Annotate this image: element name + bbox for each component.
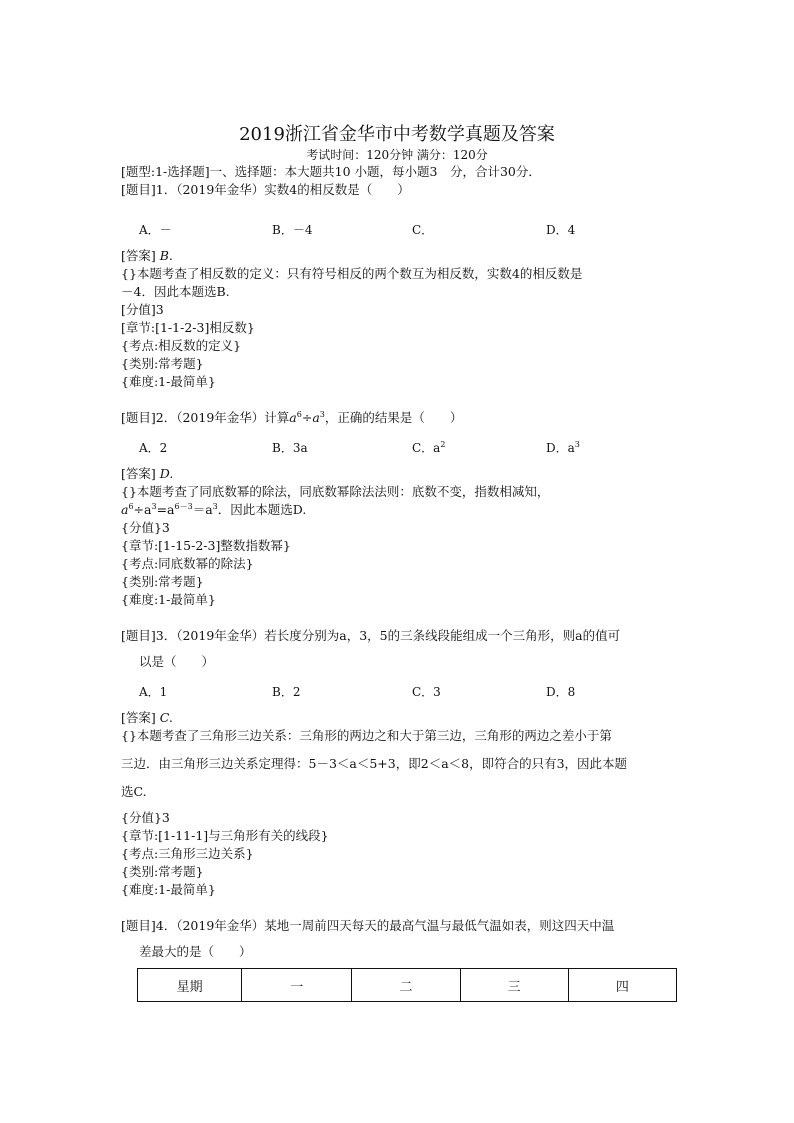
q3-explain-1: {}本题考查了三角形三边关系：三角形的两边之和大于第三边，三角形的两边之差小于第 (121, 728, 612, 743)
q3-explain-2: 三边．由三角形三边关系定理得：5－3＜a＜5+3，即2＜a＜8，即符合的只有3，因此本题 (121, 756, 628, 771)
table-header-row (138, 969, 677, 1002)
q2-option-d (546, 440, 580, 456)
q1-stem: [题目]1．（2019年金华）实数4的相反数是（ ） (121, 182, 410, 197)
q2-expr-base-a: a (289, 410, 297, 425)
q2-option-d-exp: 3 (574, 440, 580, 449)
q3-chapter: {章节:[1-11-1]与三角形有关的线段} (121, 828, 329, 843)
q3-stem-2: 以是（ ） (139, 654, 215, 669)
q2-answer-prefix: [答案] (121, 466, 156, 481)
q2-option-a: A．2 (139, 441, 168, 455)
exam-info: 考试时间：120分钟 满分：120分 (306, 148, 488, 162)
page-title: 2019浙江省金华市中考数学真题及答案 (239, 124, 555, 145)
q2-explain-1: {}本题考查了同底数幂的除法，同底数幂除法法则：底数不变，指数相减知， (121, 484, 550, 499)
q2-chapter: {章节:[1-15-2-3]整数指数幂} (121, 538, 291, 553)
q2-explain2-mid-1: ÷a (133, 502, 152, 517)
q1-option-a: A．－ (139, 223, 172, 237)
q4-stem-2: 差最大的是（ ） (139, 944, 252, 959)
q1-explain-2: －4．因此本题选B. (121, 284, 230, 299)
q3-answer-prefix: [答案] (121, 710, 156, 725)
q2-explain2-mid-3: ＝a (192, 502, 213, 517)
q3-option-b: B．2 (272, 685, 301, 699)
q1-difficulty: {难度:1-最简单} (121, 374, 216, 389)
q2-explain2-pre: a (121, 502, 129, 517)
table-header-cell: 四 (568, 969, 676, 1002)
q2-option-c-exp: 2 (440, 440, 446, 449)
q1-answer (121, 248, 173, 264)
q1-score: [分值]3 (121, 302, 164, 317)
q3-option-d: D．8 (546, 685, 576, 699)
q2-explain2-post: ．因此本题选D. (217, 502, 307, 517)
q2-explain-2 (121, 502, 306, 518)
temperature-table (137, 968, 677, 1002)
q3-option-a: A．1 (139, 685, 168, 699)
table-header-cell: 三 (460, 969, 568, 1002)
q1-option-c: C． (412, 223, 434, 237)
q4-stem-1: [题目]4．（2019年金华）某地一周前四天每天的最高气温与最低气温如表，则这四天中温 (121, 918, 615, 933)
q3-difficulty: {难度:1-最简单} (121, 882, 216, 897)
table-header-cell: 一 (242, 969, 352, 1002)
q1-point: {考点:相反数的定义} (121, 338, 242, 353)
q2-category: {类别:常考题} (121, 574, 204, 589)
q1-category: {类别:常考题} (121, 356, 204, 371)
q1-answer-value: B. (159, 248, 173, 263)
q2-difficulty: {难度:1-最简单} (121, 592, 216, 607)
q2-explain2-exp-2: 3 (151, 501, 157, 511)
q2-stem-post: ，正确的结果是（ ） (324, 410, 463, 425)
q3-point: {考点:三角形三边关系} (121, 846, 254, 861)
q3-score: {分值}3 (121, 810, 170, 825)
q2-option-c-text: C．a (412, 441, 441, 455)
q2-expr-exp-1: 6 (296, 409, 302, 419)
q2-explain2-exp-3: 6－3 (174, 501, 193, 511)
q3-explain-3: 选C. (121, 784, 147, 799)
table-header-cell: 星期 (138, 969, 242, 1002)
q2-answer-value: D. (159, 466, 174, 481)
q2-option-d-text: D．a (546, 441, 575, 455)
q1-chapter: [章节:[1-1-2-3]相反数} (121, 320, 255, 335)
q2-answer (121, 466, 173, 482)
q2-explain2-mid-2: =a (156, 502, 175, 517)
q3-option-c: C．3 (412, 685, 441, 699)
q2-point: {考点:同底数幂的除法} (121, 556, 254, 571)
q2-option-b: B．3a (272, 441, 308, 455)
q1-answer-prefix: [答案] (121, 248, 156, 263)
q2-option-c (412, 440, 445, 456)
q3-category: {类别:常考题} (121, 864, 204, 879)
q1-option-b: B．－4 (272, 223, 313, 237)
section-header: [题型:1-选择题]一、选择题：本大题共10 小题，每小题3 分，合计30分． (121, 164, 541, 179)
q2-expr-div: ÷ (301, 410, 313, 425)
q2-expr-exp-2: 3 (319, 409, 325, 419)
q3-answer-value: C. (159, 710, 173, 725)
table-header-cell: 二 (352, 969, 460, 1002)
q2-score: {分值}3 (121, 520, 170, 535)
q3-stem-1: [题目]3．（2019年金华）若长度分别为a，3，5的三条线段能组成一个三角形，则a的值可 (121, 628, 621, 643)
q2-stem-pre: [题目]2．（2019年金华）计算 (121, 410, 290, 425)
q2-explain2-exp-1: 6 (128, 501, 134, 511)
q3-answer (121, 710, 173, 726)
q1-explain-1: {}本题考查了相反数的定义：只有符号相反的两个数互为相反数，实数4的相反数是 (121, 266, 583, 281)
q2-stem (121, 410, 462, 426)
q2-expr-base-b: a (312, 410, 320, 425)
q2-explain2-exp-4: 3 (212, 501, 218, 511)
q1-option-d: D．4 (546, 223, 576, 237)
